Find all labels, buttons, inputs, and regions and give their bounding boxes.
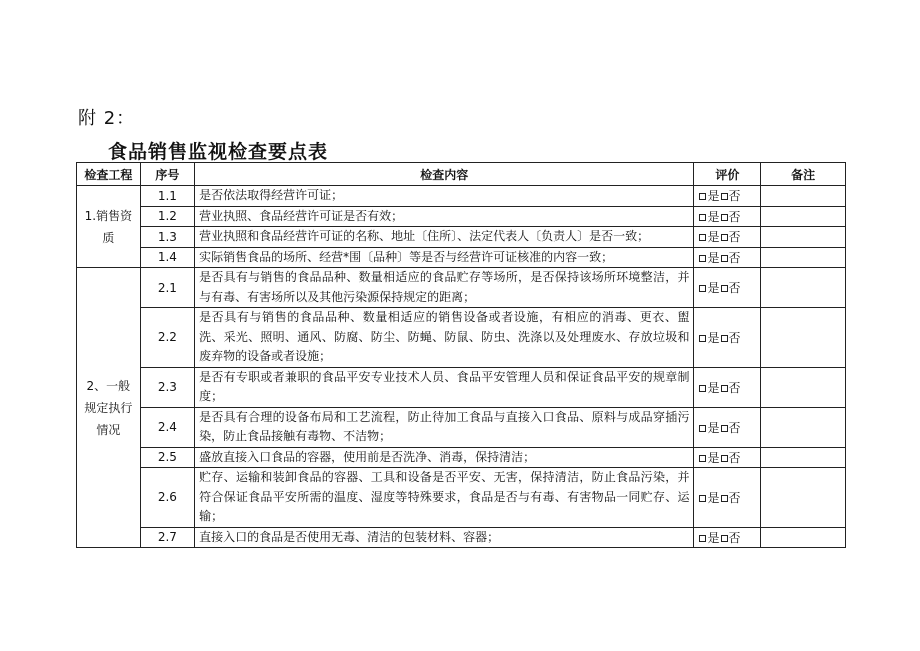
no-label: 否 [728,230,741,245]
notes-cell[interactable] [761,247,846,268]
table-row [77,367,846,407]
yes-checkbox[interactable] [699,455,706,462]
row-number: 2.2 [140,308,194,368]
check-content: 直接入口的食品是否使用无毒、清洁的包装材料、容器； [195,527,694,548]
notes-cell[interactable] [761,367,846,407]
table-row [77,447,846,468]
row-number: 2.1 [140,268,194,308]
notes-cell[interactable] [761,186,846,207]
no-label: 否 [728,209,741,224]
check-content: 营业执照、食品经营许可证是否有效； [195,206,694,227]
check-content: 是否有专职或者兼职的食品平安专业技术人员、食品平安管理人员和保证食品平安的规章制度； [195,367,694,407]
no-checkbox[interactable] [721,385,728,392]
evaluation-cell [694,527,761,548]
row-number: 1.3 [140,227,194,248]
row-number: 2.4 [140,407,194,447]
no-label: 否 [728,250,741,265]
appendix-label: 附 2： [78,108,136,129]
evaluation-cell [694,186,761,207]
no-checkbox[interactable] [721,193,728,200]
no-checkbox[interactable] [721,255,728,262]
notes-cell[interactable] [761,268,846,308]
row-number: 1.4 [140,247,194,268]
no-checkbox[interactable] [721,535,728,542]
no-label: 否 [728,530,741,545]
check-content: 实际销售食品的场所、经营*围〔品种〕等是否与经营许可证核准的内容一致； [195,247,694,268]
no-label: 否 [728,380,741,395]
project-cell: 1.销售资质 [77,186,141,268]
notes-cell[interactable] [761,468,846,528]
row-number: 2.6 [140,468,194,528]
row-number: 2.3 [140,367,194,407]
yes-checkbox[interactable] [699,385,706,392]
yes-checkbox[interactable] [699,255,706,262]
page-title: 食品销售监视检查要点表 [108,141,329,163]
row-number: 2.5 [140,447,194,468]
yes-label: 是 [707,330,720,345]
project-cell: 2、一般规定执行情况 [77,268,141,548]
inspection-table [76,162,846,548]
yes-checkbox[interactable] [699,214,706,221]
evaluation-cell [694,468,761,528]
evaluation-cell [694,227,761,248]
no-checkbox[interactable] [721,335,728,342]
table-row [77,527,846,548]
header-content: 检查内容 [195,163,694,186]
header-project: 检查工程 [77,163,141,186]
yes-label: 是 [707,250,720,265]
table-row [77,227,846,248]
no-label: 否 [728,189,741,204]
table-row [77,247,846,268]
header-number: 序号 [140,163,194,186]
notes-cell[interactable] [761,308,846,368]
header-notes: 备注 [761,163,846,186]
yes-checkbox[interactable] [699,425,706,432]
table-body [77,186,846,548]
no-checkbox[interactable] [721,234,728,241]
no-label: 否 [728,330,741,345]
yes-checkbox[interactable] [699,234,706,241]
row-number: 1.2 [140,206,194,227]
yes-checkbox[interactable] [699,335,706,342]
evaluation-cell [694,407,761,447]
no-checkbox[interactable] [721,285,728,292]
yes-label: 是 [707,380,720,395]
no-label: 否 [728,281,741,295]
yes-label: 是 [707,420,720,435]
header-evaluation: 评价 [694,163,761,186]
table-row [77,268,846,308]
notes-cell[interactable] [761,206,846,227]
table-row [77,206,846,227]
yes-checkbox[interactable] [699,285,706,292]
no-checkbox[interactable] [721,495,728,502]
yes-checkbox[interactable] [699,535,706,542]
no-checkbox[interactable] [721,455,728,462]
yes-checkbox[interactable] [699,495,706,502]
check-content: 贮存、运输和装卸食品的容器、工具和设备是否平安、无害，保持清洁，防止食品污染，并符合保证食品平安所需的温度、湿度等特殊要求，食品是否与有毒、有害物品一同贮存、运输； [195,468,694,528]
check-content: 是否具有与销售的食品品种、数量相适应的食品贮存等场所，是否保持该场所环境整洁，并与有毒、有害场所以及其他污染源保持规定的距离； [195,268,694,308]
notes-cell[interactable] [761,527,846,548]
check-content: 营业执照和食品经营许可证的名称、地址〔住所〕、法定代表人〔负责人〕是否一致； [195,227,694,248]
check-content: 是否具有与销售的食品品种、数量相适应的销售设备或者设施，有相应的消毒、更衣、盥洗、采光、照明、通风、防腐、防尘、防蝇、防鼠、防虫、洗涤以及处理废水、存放垃圾和废弃物的设备或者设施； [195,308,694,368]
evaluation-cell [694,447,761,468]
yes-label: 是 [707,490,720,505]
no-label: 否 [728,490,741,505]
check-content: 是否具有合理的设备布局和工艺流程，防止待加工食品与直接入口食品、原料与成品穿插污染，防止食品接触有毒物、不洁物； [195,407,694,447]
no-checkbox[interactable] [721,425,728,432]
evaluation-cell [694,247,761,268]
yes-label: 是 [707,230,720,245]
check-content: 是否依法取得经营许可证； [195,186,694,207]
evaluation-cell [694,308,761,368]
evaluation-cell [694,268,761,308]
row-number: 1.1 [140,186,194,207]
table-row [77,468,846,528]
yes-label: 是 [707,209,720,224]
no-label: 否 [728,420,741,435]
evaluation-cell [694,367,761,407]
table-row [77,308,846,368]
evaluation-cell [694,206,761,227]
no-checkbox[interactable] [721,214,728,221]
yes-checkbox[interactable] [699,193,706,200]
check-content: 盛放直接入口食品的容器，使用前是否洗净、消毒，保持清洁； [195,447,694,468]
yes-label: 是 [707,530,720,545]
notes-cell[interactable] [761,227,846,248]
yes-label: 是 [707,189,720,204]
notes-cell[interactable] [761,447,846,468]
no-label: 否 [728,450,741,465]
table-row [77,186,846,207]
table-row [77,407,846,447]
table-header-row [77,163,846,186]
row-number: 2.7 [140,527,194,548]
yes-label: 是 [707,450,720,465]
notes-cell[interactable] [761,407,846,447]
yes-label: 是 [707,281,720,295]
